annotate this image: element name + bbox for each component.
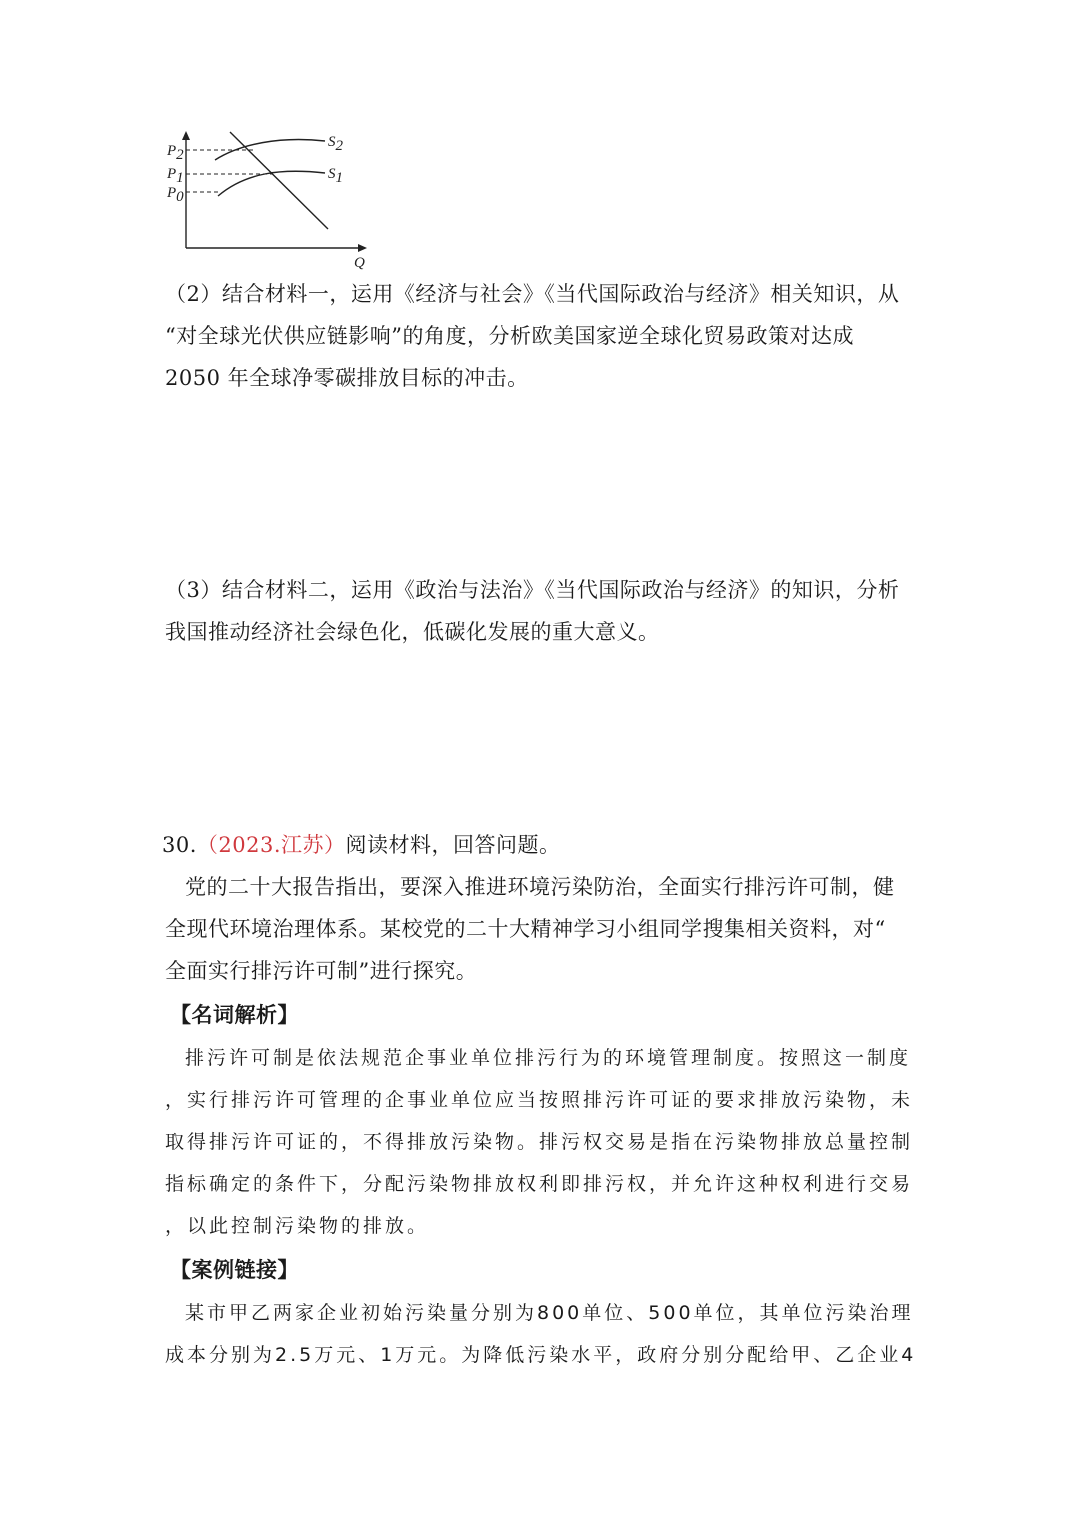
x-axis-arrow [358, 244, 367, 252]
intro-line: 全现代环境治理体系。某校党的二十大精神学习小组同学搜集相关资料，对“ [165, 917, 886, 941]
case-line: 成本分别为2.5万元、1万元。为降低污染水平，政府分别分配给甲、乙企业4 [165, 1344, 917, 1366]
intro-line: 全面实行排污许可制”进行探究。 [165, 959, 478, 983]
case-line: 某市甲乙两家企业初始污染量分别为800单位、500单位，其单位污染治理 [185, 1302, 914, 1324]
definition-line: 排污许可制是依法规范企事业单位排污行为的环境管理制度。按照这一制度 [185, 1047, 912, 1069]
intro-line: 党的二十大报告指出，要深入推进环境污染防治，全面实行排污许可制，健 [185, 875, 895, 899]
price-labels [166, 143, 184, 205]
question-2-line: 2050 年全球净零碳排放目标的冲击。 [165, 366, 529, 390]
definition-line: ，实行排污许可管理的企事业单位应当按照排污许可证的要求排放污染物，未 [165, 1089, 914, 1111]
definition-line: 指标确定的条件下，分配污染物排放权利即排污权，并允许这种权利进行交易 [165, 1173, 914, 1195]
question-30-header [162, 825, 561, 865]
section-title-definitions: 【名词解析】 [170, 1002, 299, 1027]
question-3-line: 我国推动经济社会绿色化，低碳化发展的重大意义。 [165, 620, 660, 644]
definition-line: ，以此控制污染物的排放。 [165, 1215, 430, 1237]
section-title-case: 【案例链接】 [170, 1257, 299, 1282]
curve-labels [328, 134, 344, 186]
question-2-line: （2）结合材料一，运用《经济与社会》《当代国际政治与经济》相关知识，从 [165, 282, 900, 306]
price-guides [186, 150, 272, 192]
label-p2: P2 [167, 143, 184, 163]
question-prompt: 阅读材料，回答问题。 [345, 833, 561, 857]
definition-line: 取得排污许可证的，不得排放污染物。排污权交易是指在污染物排放总量控制 [165, 1131, 914, 1153]
question-source: （2023.江苏） [196, 833, 346, 857]
label-p1: P1 [167, 166, 184, 186]
label-s1: S1 [328, 166, 343, 186]
question-3-line: （3）结合材料二，运用《政治与法治》《当代国际政治与经济》的知识，分析 [165, 578, 900, 602]
supply-demand-graph [160, 128, 375, 273]
curve-s1 [218, 171, 325, 196]
label-q: Q [354, 255, 365, 271]
label-p0: P0 [167, 185, 184, 205]
y-axis-arrow [182, 131, 190, 140]
question-2-line: “对全球光伏供应链影响”的角度，分析欧美国家逆全球化贸易政策对达成 [165, 324, 854, 348]
axes [186, 136, 360, 248]
question-number: 30. [162, 833, 197, 857]
label-s2: S2 [328, 134, 343, 154]
